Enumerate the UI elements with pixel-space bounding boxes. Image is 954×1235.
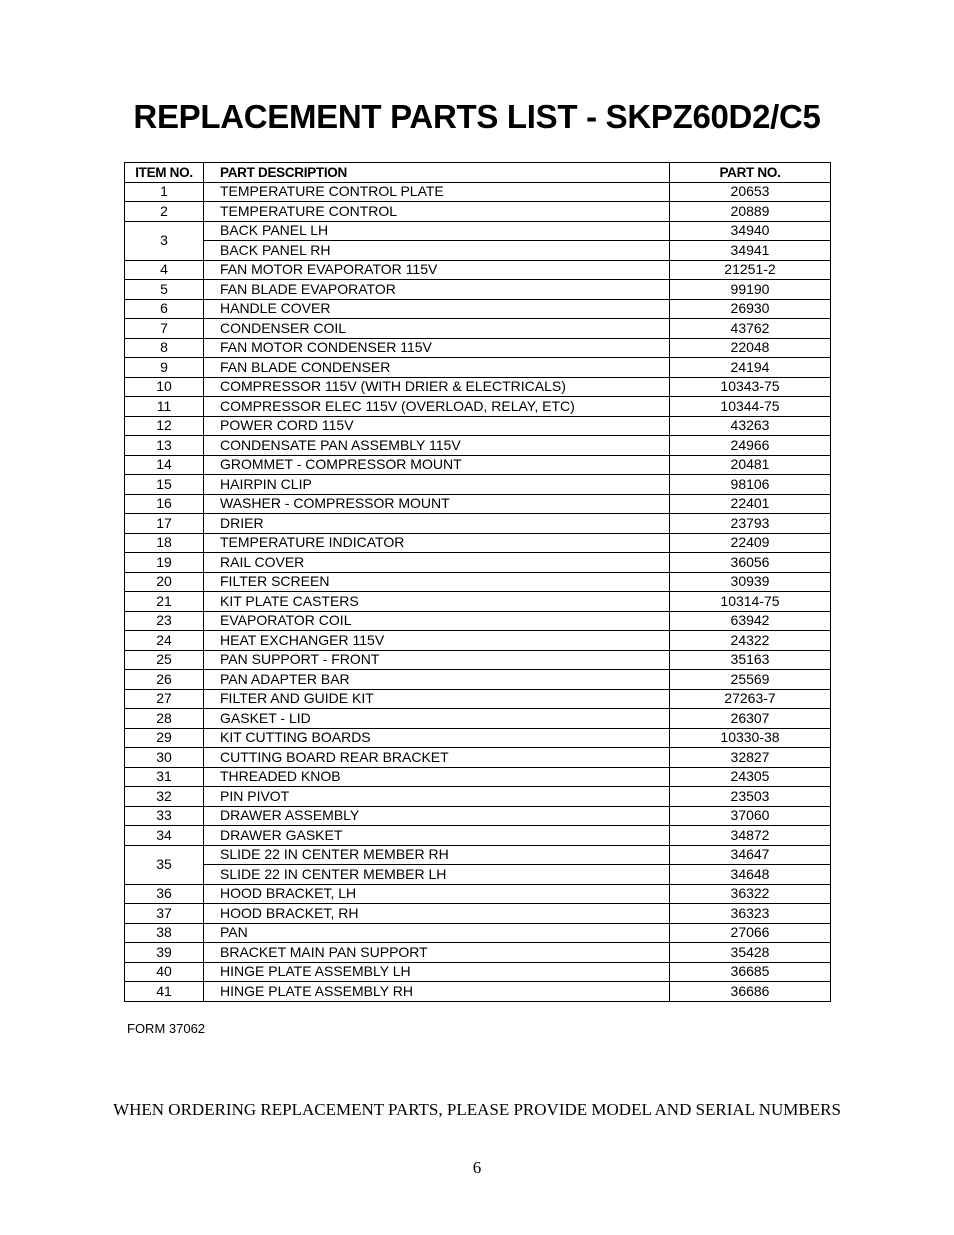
part-number-cell: 30939 <box>670 572 831 592</box>
page-title: REPLACEMENT PARTS LIST - SKPZ60D2/C5 <box>133 98 821 135</box>
part-number-cell: 25569 <box>670 670 831 690</box>
part-number-cell: 37060 <box>670 806 831 826</box>
part-description-cell: HEAT EXCHANGER 115V <box>204 631 670 651</box>
table-row <box>125 533 831 553</box>
part-description-cell: FAN MOTOR EVAPORATOR 115V <box>204 260 670 280</box>
item-number-cell: 6 <box>125 299 204 319</box>
part-description-cell: HAIRPIN CLIP <box>204 475 670 495</box>
table-row <box>125 943 831 963</box>
part-description-cell: TEMPERATURE CONTROL <box>204 202 670 222</box>
part-number-cell: 20481 <box>670 455 831 475</box>
item-number-cell: 8 <box>125 338 204 358</box>
table-row <box>125 592 831 612</box>
part-number-cell: 27263-7 <box>670 689 831 709</box>
item-number-cell: 7 <box>125 319 204 339</box>
part-number-cell: 26930 <box>670 299 831 319</box>
part-number-cell: 35428 <box>670 943 831 963</box>
part-number-cell: 34941 <box>670 241 831 261</box>
table-row <box>125 787 831 807</box>
part-description-cell: FAN BLADE EVAPORATOR <box>204 280 670 300</box>
part-description-cell: BRACKET MAIN PAN SUPPORT <box>204 943 670 963</box>
item-number-cell: 11 <box>125 397 204 417</box>
item-number-cell: 21 <box>125 592 204 612</box>
part-description-cell: SLIDE 22 IN CENTER MEMBER LH <box>204 865 670 885</box>
table-row <box>125 397 831 417</box>
item-number-cell: 12 <box>125 416 204 436</box>
part-description-cell: HINGE PLATE ASSEMBLY RH <box>204 982 670 1002</box>
item-number-cell: 17 <box>125 514 204 534</box>
table-row <box>125 572 831 592</box>
item-number-cell: 10 <box>125 377 204 397</box>
item-number-cell: 9 <box>125 358 204 378</box>
table-row <box>125 904 831 924</box>
table-row <box>125 280 831 300</box>
part-number-cell: 23793 <box>670 514 831 534</box>
part-number-cell: 34872 <box>670 826 831 846</box>
table-row <box>125 631 831 651</box>
form-number: FORM 37062 <box>127 1021 206 1036</box>
item-number-cell: 4 <box>125 260 204 280</box>
table-row <box>125 416 831 436</box>
table-row <box>125 221 831 241</box>
item-number-cell: 1 <box>125 182 204 202</box>
item-number-cell: 14 <box>125 455 204 475</box>
part-description-cell: FILTER AND GUIDE KIT <box>204 689 670 709</box>
item-number-cell: 5 <box>125 280 204 300</box>
part-description-cell: PAN <box>204 923 670 943</box>
part-number-cell: 34647 <box>670 845 831 865</box>
part-number-cell: 63942 <box>670 611 831 631</box>
part-number-cell: 36056 <box>670 553 831 573</box>
part-description-cell: GROMMET - COMPRESSOR MOUNT <box>204 455 670 475</box>
part-description-cell: CONDENSER COIL <box>204 319 670 339</box>
item-number-cell: 37 <box>125 904 204 924</box>
table-row <box>125 728 831 748</box>
table-row <box>125 709 831 729</box>
item-number-cell: 27 <box>125 689 204 709</box>
part-description-cell: FILTER SCREEN <box>204 572 670 592</box>
part-description-cell: TEMPERATURE CONTROL PLATE <box>204 182 670 202</box>
part-number-cell: 35163 <box>670 650 831 670</box>
part-description-cell: TEMPERATURE INDICATOR <box>204 533 670 553</box>
item-number-cell: 39 <box>125 943 204 963</box>
part-number-cell: 10344-75 <box>670 397 831 417</box>
table-row <box>125 982 831 1002</box>
part-number-cell: 26307 <box>670 709 831 729</box>
part-number-cell: 22048 <box>670 338 831 358</box>
part-number-cell: 36686 <box>670 982 831 1002</box>
part-description-cell: KIT PLATE CASTERS <box>204 592 670 612</box>
item-number-cell: 20 <box>125 572 204 592</box>
item-number-cell: 2 <box>125 202 204 222</box>
part-description-cell: COMPRESSOR 115V (WITH DRIER & ELECTRICALS) <box>204 377 670 397</box>
part-description-cell: THREADED KNOB <box>204 767 670 787</box>
part-description-cell: EVAPORATOR COIL <box>204 611 670 631</box>
part-number-cell: 36322 <box>670 884 831 904</box>
item-number-cell: 28 <box>125 709 204 729</box>
item-number-cell: 31 <box>125 767 204 787</box>
column-header-part-description: PART DESCRIPTION <box>204 163 670 183</box>
part-description-cell: KIT CUTTING BOARDS <box>204 728 670 748</box>
item-number-cell: 16 <box>125 494 204 514</box>
table-row <box>125 514 831 534</box>
part-description-cell: CONDENSATE PAN ASSEMBLY 115V <box>204 436 670 456</box>
part-description-cell: BACK PANEL LH <box>204 221 670 241</box>
table-row <box>125 202 831 222</box>
item-number-cell: 40 <box>125 962 204 982</box>
table-row <box>125 689 831 709</box>
item-number-cell: 35 <box>125 845 204 884</box>
table-row <box>125 923 831 943</box>
table-row <box>125 319 831 339</box>
table-row <box>125 436 831 456</box>
part-description-cell: PAN ADAPTER BAR <box>204 670 670 690</box>
table-row <box>125 475 831 495</box>
ordering-notice: WHEN ORDERING REPLACEMENT PARTS, PLEASE PROVIDE MODEL AND SERIAL NUMBERS <box>113 1100 841 1119</box>
item-number-cell: 38 <box>125 923 204 943</box>
table-row <box>125 299 831 319</box>
table-row <box>125 358 831 378</box>
part-number-cell: 24305 <box>670 767 831 787</box>
part-number-cell: 27066 <box>670 923 831 943</box>
table-row <box>125 611 831 631</box>
part-number-cell: 32827 <box>670 748 831 768</box>
table-row <box>125 670 831 690</box>
part-number-cell: 10343-75 <box>670 377 831 397</box>
part-description-cell: SLIDE 22 IN CENTER MEMBER RH <box>204 845 670 865</box>
part-description-cell: HOOD BRACKET, LH <box>204 884 670 904</box>
part-description-cell: RAIL COVER <box>204 553 670 573</box>
item-number-cell: 24 <box>125 631 204 651</box>
part-description-cell: HANDLE COVER <box>204 299 670 319</box>
part-number-cell: 99190 <box>670 280 831 300</box>
part-number-cell: 34648 <box>670 865 831 885</box>
item-number-cell: 23 <box>125 611 204 631</box>
part-description-cell: CUTTING BOARD REAR BRACKET <box>204 748 670 768</box>
part-description-cell: PAN SUPPORT - FRONT <box>204 650 670 670</box>
part-description-cell: BACK PANEL RH <box>204 241 670 261</box>
part-number-cell: 24322 <box>670 631 831 651</box>
part-description-cell: PIN PIVOT <box>204 787 670 807</box>
part-number-cell: 98106 <box>670 475 831 495</box>
item-number-cell: 18 <box>125 533 204 553</box>
table-row <box>125 494 831 514</box>
table-row <box>125 845 831 865</box>
part-description-cell: DRAWER GASKET <box>204 826 670 846</box>
table-row <box>125 962 831 982</box>
table-row <box>125 241 831 261</box>
part-description-cell: DRAWER ASSEMBLY <box>204 806 670 826</box>
part-number-cell: 10330-38 <box>670 728 831 748</box>
parts-table-body <box>125 182 831 1001</box>
part-number-cell: 43263 <box>670 416 831 436</box>
part-number-cell: 43762 <box>670 319 831 339</box>
table-row <box>125 260 831 280</box>
part-description-cell: FAN MOTOR CONDENSER 115V <box>204 338 670 358</box>
column-header-item-no: ITEM NO. <box>125 163 204 183</box>
table-row <box>125 865 831 885</box>
table-row <box>125 338 831 358</box>
table-row <box>125 455 831 475</box>
part-number-cell: 21251-2 <box>670 260 831 280</box>
item-number-cell: 3 <box>125 221 204 260</box>
parts-table <box>124 162 831 1002</box>
part-number-cell: 22409 <box>670 533 831 553</box>
part-description-cell: DRIER <box>204 514 670 534</box>
part-description-cell: HINGE PLATE ASSEMBLY LH <box>204 962 670 982</box>
table-row <box>125 806 831 826</box>
item-number-cell: 34 <box>125 826 204 846</box>
part-number-cell: 36685 <box>670 962 831 982</box>
table-row <box>125 884 831 904</box>
part-number-cell: 22401 <box>670 494 831 514</box>
part-number-cell: 36323 <box>670 904 831 924</box>
item-number-cell: 36 <box>125 884 204 904</box>
part-description-cell: FAN BLADE CONDENSER <box>204 358 670 378</box>
part-description-cell: COMPRESSOR ELEC 115V (OVERLOAD, RELAY, ETC) <box>204 397 670 417</box>
part-number-cell: 34940 <box>670 221 831 241</box>
item-number-cell: 29 <box>125 728 204 748</box>
part-number-cell: 23503 <box>670 787 831 807</box>
item-number-cell: 32 <box>125 787 204 807</box>
part-description-cell: GASKET - LID <box>204 709 670 729</box>
table-row <box>125 826 831 846</box>
table-row <box>125 182 831 202</box>
item-number-cell: 19 <box>125 553 204 573</box>
table-row <box>125 553 831 573</box>
part-number-cell: 20889 <box>670 202 831 222</box>
item-number-cell: 30 <box>125 748 204 768</box>
column-header-part-no: PART NO. <box>670 163 831 183</box>
table-row <box>125 650 831 670</box>
item-number-cell: 26 <box>125 670 204 690</box>
item-number-cell: 41 <box>125 982 204 1002</box>
part-number-cell: 20653 <box>670 182 831 202</box>
table-row <box>125 767 831 787</box>
item-number-cell: 15 <box>125 475 204 495</box>
item-number-cell: 13 <box>125 436 204 456</box>
part-description-cell: WASHER - COMPRESSOR MOUNT <box>204 494 670 514</box>
table-row <box>125 377 831 397</box>
part-description-cell: HOOD BRACKET, RH <box>204 904 670 924</box>
item-number-cell: 33 <box>125 806 204 826</box>
table-header-row <box>125 163 831 183</box>
item-number-cell: 25 <box>125 650 204 670</box>
table-row <box>125 748 831 768</box>
part-description-cell: POWER CORD 115V <box>204 416 670 436</box>
part-number-cell: 24194 <box>670 358 831 378</box>
part-number-cell: 24966 <box>670 436 831 456</box>
page-number: 6 <box>472 1158 482 1177</box>
part-number-cell: 10314-75 <box>670 592 831 612</box>
